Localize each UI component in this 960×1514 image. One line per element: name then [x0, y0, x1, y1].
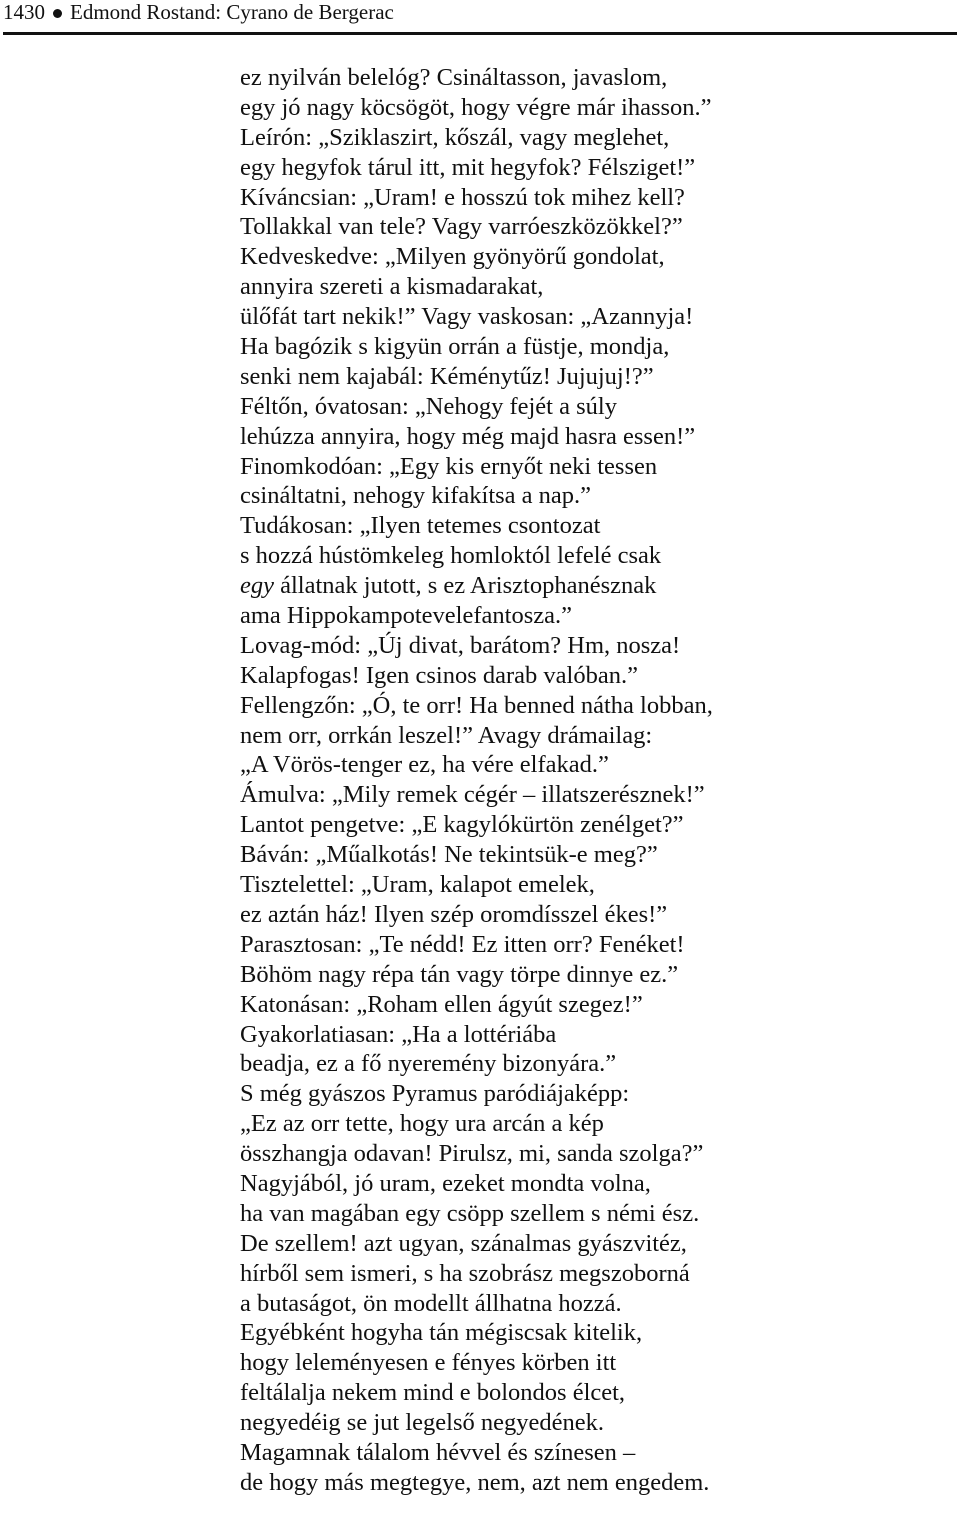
verse-line: Magamnak tálalom hévvel és színesen –	[240, 1438, 636, 1466]
verse-line: Parasztosan: „Te nédd! Ez itten orr? Fenéket!	[240, 930, 685, 958]
page-number: 1430	[3, 0, 45, 24]
verse-line: csináltatni, nehogy kifakítsa a nap.”	[240, 482, 592, 510]
verse-line: összhangja odavan! Pirulsz, mi, sanda szolga?”	[240, 1140, 704, 1168]
verse-line: Katonásan: „Roham ellen ágyút szegez!”	[240, 990, 643, 1018]
verse-line: senki nem kajabál: Kéménytűz! Jujujuj!?”	[240, 362, 654, 390]
verse-line: Ámulva: „Mily remek cégér – illatszerésznek!”	[240, 781, 705, 809]
header-rule	[3, 32, 957, 35]
verse-line: Finomkodóan: „Egy kis ernyőt neki tessen	[240, 452, 658, 480]
verse-line: Lantot pengetve: „E kagylókürtön zenélget?”	[240, 811, 684, 839]
running-header	[0, 0, 960, 36]
verse-line: de hogy más megtegye, nem, azt nem engedem.	[240, 1468, 710, 1496]
verse-line: hogy leleményesen e fényes körben itt	[240, 1349, 617, 1377]
verse-line: Báván: „Műalkotás! Ne tekintsük-e meg?”	[240, 841, 658, 869]
verse-line: S még gyászos Pyramus paródiájaképp:	[240, 1080, 630, 1108]
verse-line: „A Vörös-tenger ez, ha vére elfakad.”	[240, 751, 609, 779]
verse-line: Tollakkal van tele? Vagy varróeszközökkel?”	[240, 213, 683, 241]
verse-line: Tisztelettel: „Uram, kalapot emelek,	[240, 871, 595, 899]
verse-line: ha van magában egy csöpp szellem s némi ész.	[240, 1199, 700, 1227]
verse-line: De szellem! azt ugyan, szánalmas gyászvitéz,	[240, 1229, 687, 1257]
verse-line: Kíváncsian: „Uram! e hosszú tok mihez kell?	[240, 183, 685, 211]
verse-body	[240, 63, 940, 1498]
verse-line: egy állatnak jutott, s ez Arisztophanésznak	[240, 572, 657, 600]
verse-line: beadja, ez a fő nyeremény bizonyára.”	[240, 1050, 617, 1078]
verse-line: Gyakorlatiasan: „Ha a lottériába	[240, 1020, 557, 1048]
verse-line: lehúzza annyira, hogy még majd hasra essen!”	[240, 422, 696, 450]
header-text	[3, 0, 394, 24]
verse-line: a butaságot, ön modellt állhatna hozzá.	[240, 1289, 622, 1317]
verse-line: Nagyjából, jó uram, ezeket mondta volna,	[240, 1169, 651, 1197]
verse-line: feltálalja nekem mind e bolondos élcet,	[240, 1379, 626, 1407]
verse-line: Kedveskedve: „Milyen gyönyörű gondolat,	[240, 243, 665, 271]
verse-line: ez aztán ház! Ilyen szép oromdísszel ékes!”	[240, 900, 668, 928]
verse-line: Tudákosan: „Ilyen tetemes csontozat	[240, 512, 601, 540]
verse-line: Lovag-mód: „Új divat, barátom? Hm, nosza!	[240, 631, 681, 659]
verse-line: s hozzá hústömkeleg homloktól lefelé csak	[240, 542, 662, 570]
verse-line: hírből sem ismeri, s ha szobrász megszoborná	[240, 1259, 690, 1287]
verse-line: Kalapfogas! Igen csinos darab valóban.”	[240, 661, 638, 689]
verse-line: ez nyilván belelóg? Csináltasson, javaslom,	[240, 64, 668, 91]
verse-line: nem orr, orrkán leszel!” Avagy drámailag:	[240, 721, 653, 749]
verse-line: egy jó nagy köcsögöt, hogy végre már ihasson.”	[240, 93, 712, 121]
verse-line: annyira szereti a kismadarakat,	[240, 273, 544, 301]
verse-line: Féltőn, óvatosan: „Nehogy fejét a súly	[240, 392, 617, 420]
verse-line: Ha bagózik s kigyün orrán a füstje, mondja,	[240, 333, 670, 361]
running-title: Edmond Rostand: Cyrano de Bergerac	[70, 0, 394, 24]
verse-line: negyedéig se jut legelső negyedének.	[240, 1409, 604, 1437]
verse-line: egy hegyfok tárul itt, mit hegyfok? Félsziget!”	[240, 153, 696, 181]
verse-line: ama Hippokampotevelefantosza.”	[240, 602, 572, 630]
verse-line: Egyébként hogyha tán mégiscsak kitelik,	[240, 1319, 643, 1347]
verse-line: Leírón: „Sziklaszirt, kőszál, vagy meglehet,	[240, 123, 670, 151]
verse-line: Böhöm nagy répa tán vagy törpe dinnye ez.”	[240, 960, 679, 988]
verse-line: Fellengzőn: „Ó, te orr! Ha benned nátha lobban,	[240, 691, 713, 719]
verse-line: ülőfát tart nekik!” Vagy vaskosan: „Azannyja!	[240, 303, 694, 331]
emphasis: egy	[240, 572, 274, 600]
bullet-icon	[53, 9, 62, 18]
verse-line: „Ez az orr tette, hogy ura arcán a kép	[240, 1110, 604, 1138]
